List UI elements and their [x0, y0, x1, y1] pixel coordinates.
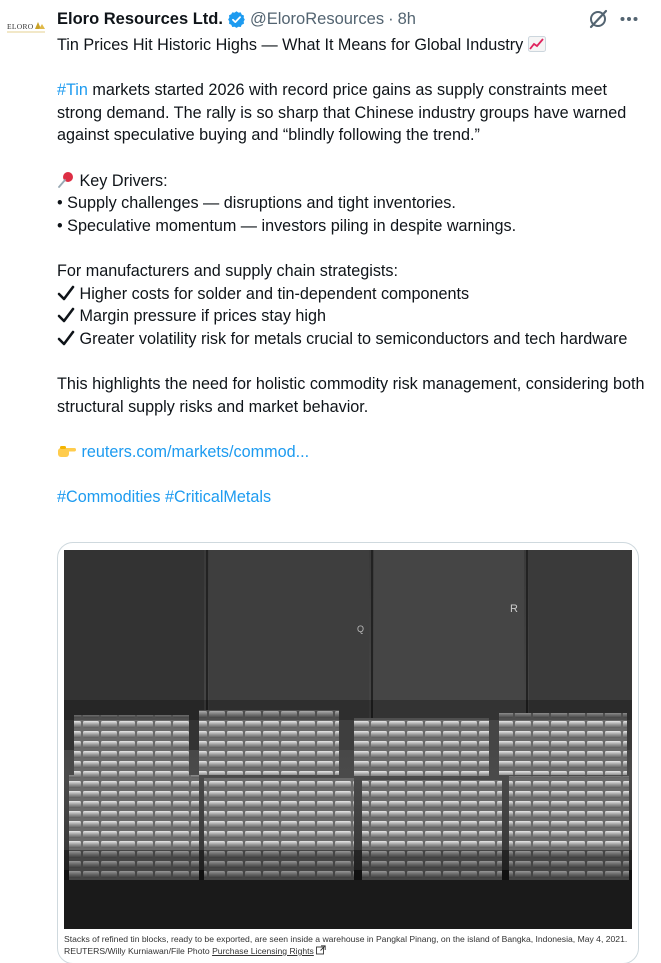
drivers-heading: Key Drivers:	[79, 171, 168, 190]
tweet-header	[57, 8, 416, 30]
wall-sign-q: Q	[357, 624, 365, 634]
driver-item: • Supply challenges — disruptions and tight inventories.	[57, 194, 456, 213]
tweet-text	[57, 34, 647, 508]
eloro-logo-icon	[6, 16, 46, 36]
backhand-index-pointing-right-emoji	[57, 443, 82, 461]
photo-caption	[64, 933, 634, 957]
drivers-heading-line	[57, 170, 647, 193]
impact-item	[57, 328, 647, 351]
grok-icon[interactable]	[587, 8, 609, 30]
hashtag-commodities[interactable]: #Commodities	[57, 487, 161, 506]
handle[interactable]: @EloroResources	[249, 9, 385, 28]
media-card[interactable]	[57, 542, 639, 963]
check-mark-emoji	[57, 330, 75, 348]
external-link-icon[interactable]	[316, 946, 326, 956]
timestamp[interactable]: 8h	[397, 9, 416, 28]
check-mark-emoji	[57, 307, 75, 325]
verified-badge-icon[interactable]	[227, 10, 246, 29]
link-line	[57, 441, 647, 464]
impact-item	[57, 305, 647, 328]
driver-item: • Speculative momentum — investors piling in despite warnings.	[57, 216, 517, 235]
impact-text: Margin pressure if prices stay high	[79, 307, 327, 326]
more-dots-icon[interactable]	[618, 8, 640, 30]
closing-paragraph: This highlights the need for holistic commodity risk management, considering both structural supply risks and market behavior.	[57, 374, 645, 416]
tweet-title-line	[57, 34, 647, 57]
display-name[interactable]: Eloro Resources Ltd.	[57, 9, 223, 28]
hashtags-line	[57, 486, 647, 509]
wall-sign-r: R	[510, 603, 518, 615]
impact-text: Greater volatility risk for metals crucial to semiconductors and tech hardware	[79, 329, 628, 348]
tin-blocks-photo[interactable]	[64, 550, 632, 929]
impact-intro: For manufacturers and supply chain strategists:	[57, 261, 398, 280]
check-mark-emoji	[57, 285, 75, 303]
tweet-title: Tin Prices Hit Historic Highs — What It Means for Global Industry	[57, 36, 524, 54]
impact-text: Higher costs for solder and tin-dependent components	[79, 284, 470, 303]
article-link[interactable]: reuters.com/markets/commod...	[81, 442, 310, 461]
pushpin-emoji	[57, 172, 80, 190]
hashtag-critical-metals[interactable]: #CriticalMetals	[164, 487, 272, 506]
caption-text: Stacks of refined tin blocks, ready to be exported, are seen inside a warehouse in Pangkal Pinang, on the island of Bangka, Indonesia, May 4, 2021. REUTERS/Willy Kurniawan/File Photo	[64, 934, 628, 956]
impact-item	[57, 283, 647, 306]
hashtag-tin[interactable]: #Tin	[57, 81, 88, 100]
separator-dot: ·	[388, 9, 394, 28]
licensing-link[interactable]: Purchase Licensing Rights	[212, 946, 314, 956]
svg-text:ELORO: ELORO	[7, 22, 34, 31]
chart-increasing-emoji	[528, 36, 546, 54]
paragraph-intro-text: markets started 2026 with record price gains as supply constraints meet strong demand. The rally is so sharp that Chinese industry groups have warned against speculative buying and “blindly following the trend.”	[57, 81, 627, 145]
avatar[interactable]	[6, 14, 46, 38]
paragraph-intro	[57, 79, 647, 147]
